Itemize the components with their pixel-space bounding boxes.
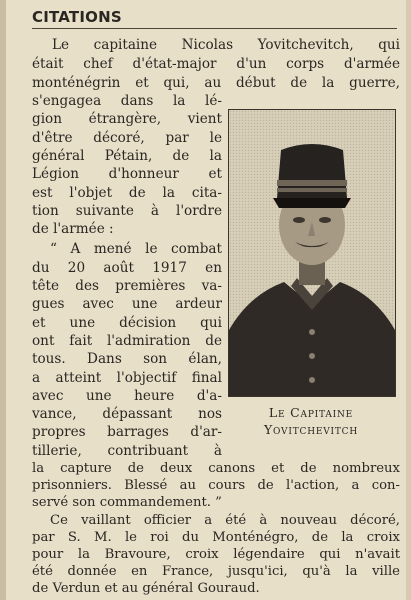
citation-line: et une décision qui <box>32 314 222 331</box>
article-line: Ce vaillant officier a été à nouveau décoré, <box>50 513 400 528</box>
section-heading: CITATIONS <box>32 8 122 26</box>
page-edge-left <box>0 0 6 600</box>
citation-line: propres barrages d'ar- <box>32 424 222 441</box>
article-line: s'engagea dans la lé- <box>32 93 222 109</box>
citation-line: ont fait l'admiration de <box>32 332 222 349</box>
article-line: servé son commandement. ” <box>32 495 222 510</box>
citation-line: vance, dépassant nos <box>32 406 222 423</box>
article-line: prisonniers. Blessé au cours de l'action, a con- <box>32 478 400 493</box>
article-line: est l'objet de la cita- <box>32 184 222 201</box>
article-line: par S. M. le roi du Monténégro, de la croix <box>32 530 400 545</box>
citation-line: tête des premières va- <box>32 278 222 294</box>
article-line: la capture de deux canons et de nombreux <box>32 461 400 476</box>
citation-line: gues avec une ardeur <box>32 296 222 313</box>
article-line: d'être décoré, par le <box>32 129 222 146</box>
article-line: de l'armée : <box>32 221 114 238</box>
citation-line: du 20 août 1917 en <box>32 259 222 276</box>
article-line: de Verdun et au général Gouraud. <box>32 581 260 596</box>
portrait-illustration <box>229 110 395 396</box>
portrait-photo <box>228 109 396 397</box>
heading-rule <box>32 28 397 29</box>
citation-line: a atteint l'objectif final <box>32 369 222 386</box>
article-line: gion étrangère, vient <box>32 111 222 128</box>
citation-line: tillerie, contribuant à <box>32 442 222 459</box>
article-line: tion suivante à l'ordre <box>32 202 222 219</box>
article-line: Le capitaine Nicolas Yovitchevitch, qui <box>52 37 400 53</box>
photo-caption-line: Yovitchevitch <box>263 422 359 437</box>
article-line: était chef d'état-major d'un corps d'armée <box>32 56 400 72</box>
page-edge-right <box>406 0 411 600</box>
article-line: monténégrin et qui, au début de la guerre, <box>32 75 400 91</box>
article-line: été donnée en France, jusqu'ici, qu'à la ville <box>32 564 400 579</box>
article-line: général Pétain, de la <box>32 147 222 164</box>
article-line: pour la Bravoure, croix légendaire qui n'avait <box>32 547 400 562</box>
article-line: Légion d'honneur et <box>32 166 222 183</box>
citation-line: tous. Dans son élan, <box>32 351 222 368</box>
citation-line: “ A mené le combat <box>50 241 222 258</box>
citation-line: avec une heure d'a- <box>32 387 222 404</box>
photo-caption-line: Le Capitaine <box>268 405 354 420</box>
